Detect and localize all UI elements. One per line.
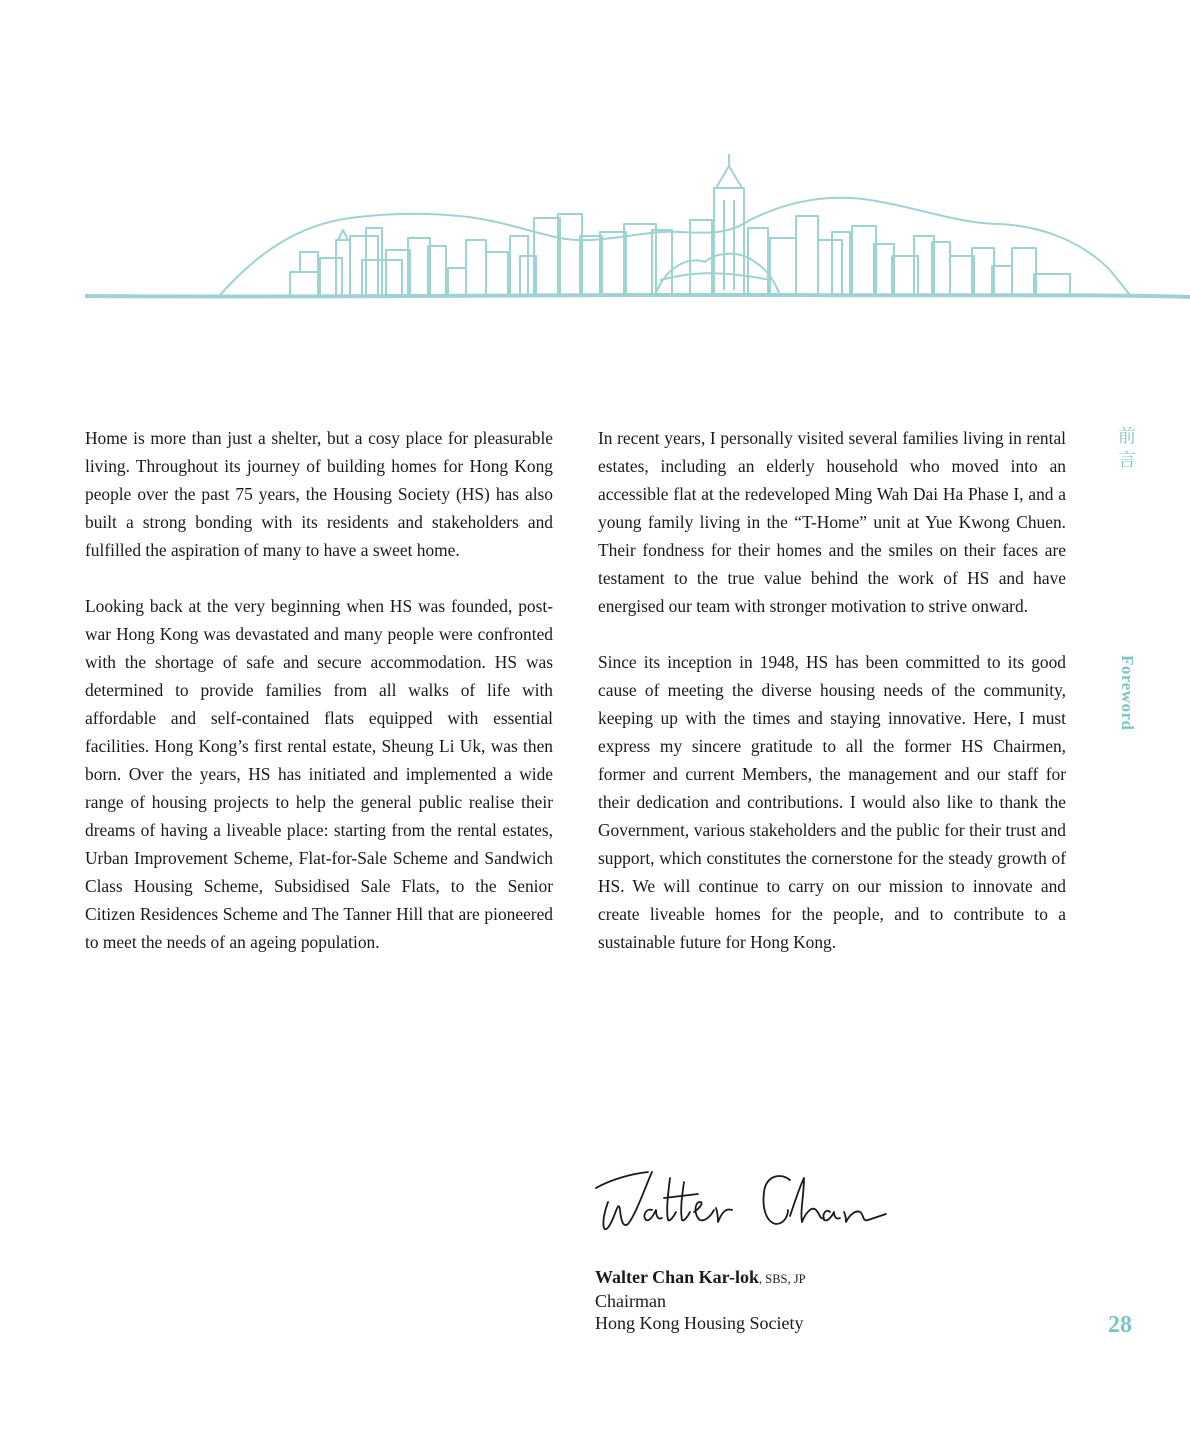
- section-label-chinese: [1115, 425, 1139, 473]
- paragraph: Since its inception in 1948, HS has been committed to its good cause of meeting the diverse housing needs of the community, keeping up with the times and staying innovative. Here, I must express my sincere gratitude to all the former HS Chairmen, former and current Members, the management and our staff for their dedication and contributions. I would also like to thank the Government, various stakeholders and the public for their trust and support, which constitutes the cornerstone for the steady growth of HS. We will continue to carry on our mission to innovate and create liveable homes for the people, and to contribute to a sustainable future for Hong Kong.: [598, 652, 1066, 952]
- signer-honours: , SBS, JP: [759, 1272, 806, 1286]
- signature-block: [595, 1266, 806, 1334]
- left-column: [85, 424, 553, 984]
- handwritten-signature: [590, 1150, 900, 1250]
- signer-organisation: Hong Kong Housing Society: [595, 1313, 804, 1333]
- signer-name: Walter Chan Kar-lok: [595, 1267, 760, 1287]
- hong-kong-skyline-illustration: [0, 140, 1190, 320]
- section-label-english: Foreword: [1118, 655, 1137, 731]
- section-label-char: 言: [1118, 450, 1136, 471]
- page-number: 28: [1108, 1312, 1132, 1338]
- signer-line: [595, 1266, 806, 1290]
- right-column: [598, 424, 1066, 984]
- paragraph: Home is more than just a shelter, but a cosy place for pleasurable living. Throughout its journey of building homes for Hong Kong people over the past 75 years, the Housing Society (HS) has also built a strong bonding with its residents and stakeholders and fulfilled the aspiration of many to have a sweet home.: [85, 428, 553, 560]
- section-label-char: 前: [1118, 426, 1136, 447]
- paragraph: In recent years, I personally visited several families living in rental estates, including an elderly household who moved into an accessible flat at the redeveloped Ming Wah Dai Ha Phase I, and a young family living in the “T-Home” unit at Yue Kwong Chuen. Their fondness for their homes and the smiles on their faces are testament to the true value behind the work of HS and have energised our team with stronger motivation to strive onward.: [598, 428, 1066, 616]
- paragraph: Looking back at the very beginning when HS was founded, post-war Hong Kong was devastated and many people were confronted with the shortage of safe and secure accommodation. HS was determined to provide families from all walks of life with affordable and self-contained flats equipped with essential facilities. Hong Kong’s first rental estate, Sheung Li Uk, was then born. Over the years, HS has initiated and implemented a wide range of housing projects to help the general public realise their dreams of having a liveable place: starting from the rental estates, Urban Improvement Scheme, Flat-for-Sale Scheme and Sandwich Class Housing Scheme, Subsidised Sale Flats, to the Senior Citizen Residences Scheme and The Tanner Hill that are pioneered to meet the needs of an ageing population.: [85, 596, 553, 952]
- signer-title: Chairman: [595, 1291, 666, 1311]
